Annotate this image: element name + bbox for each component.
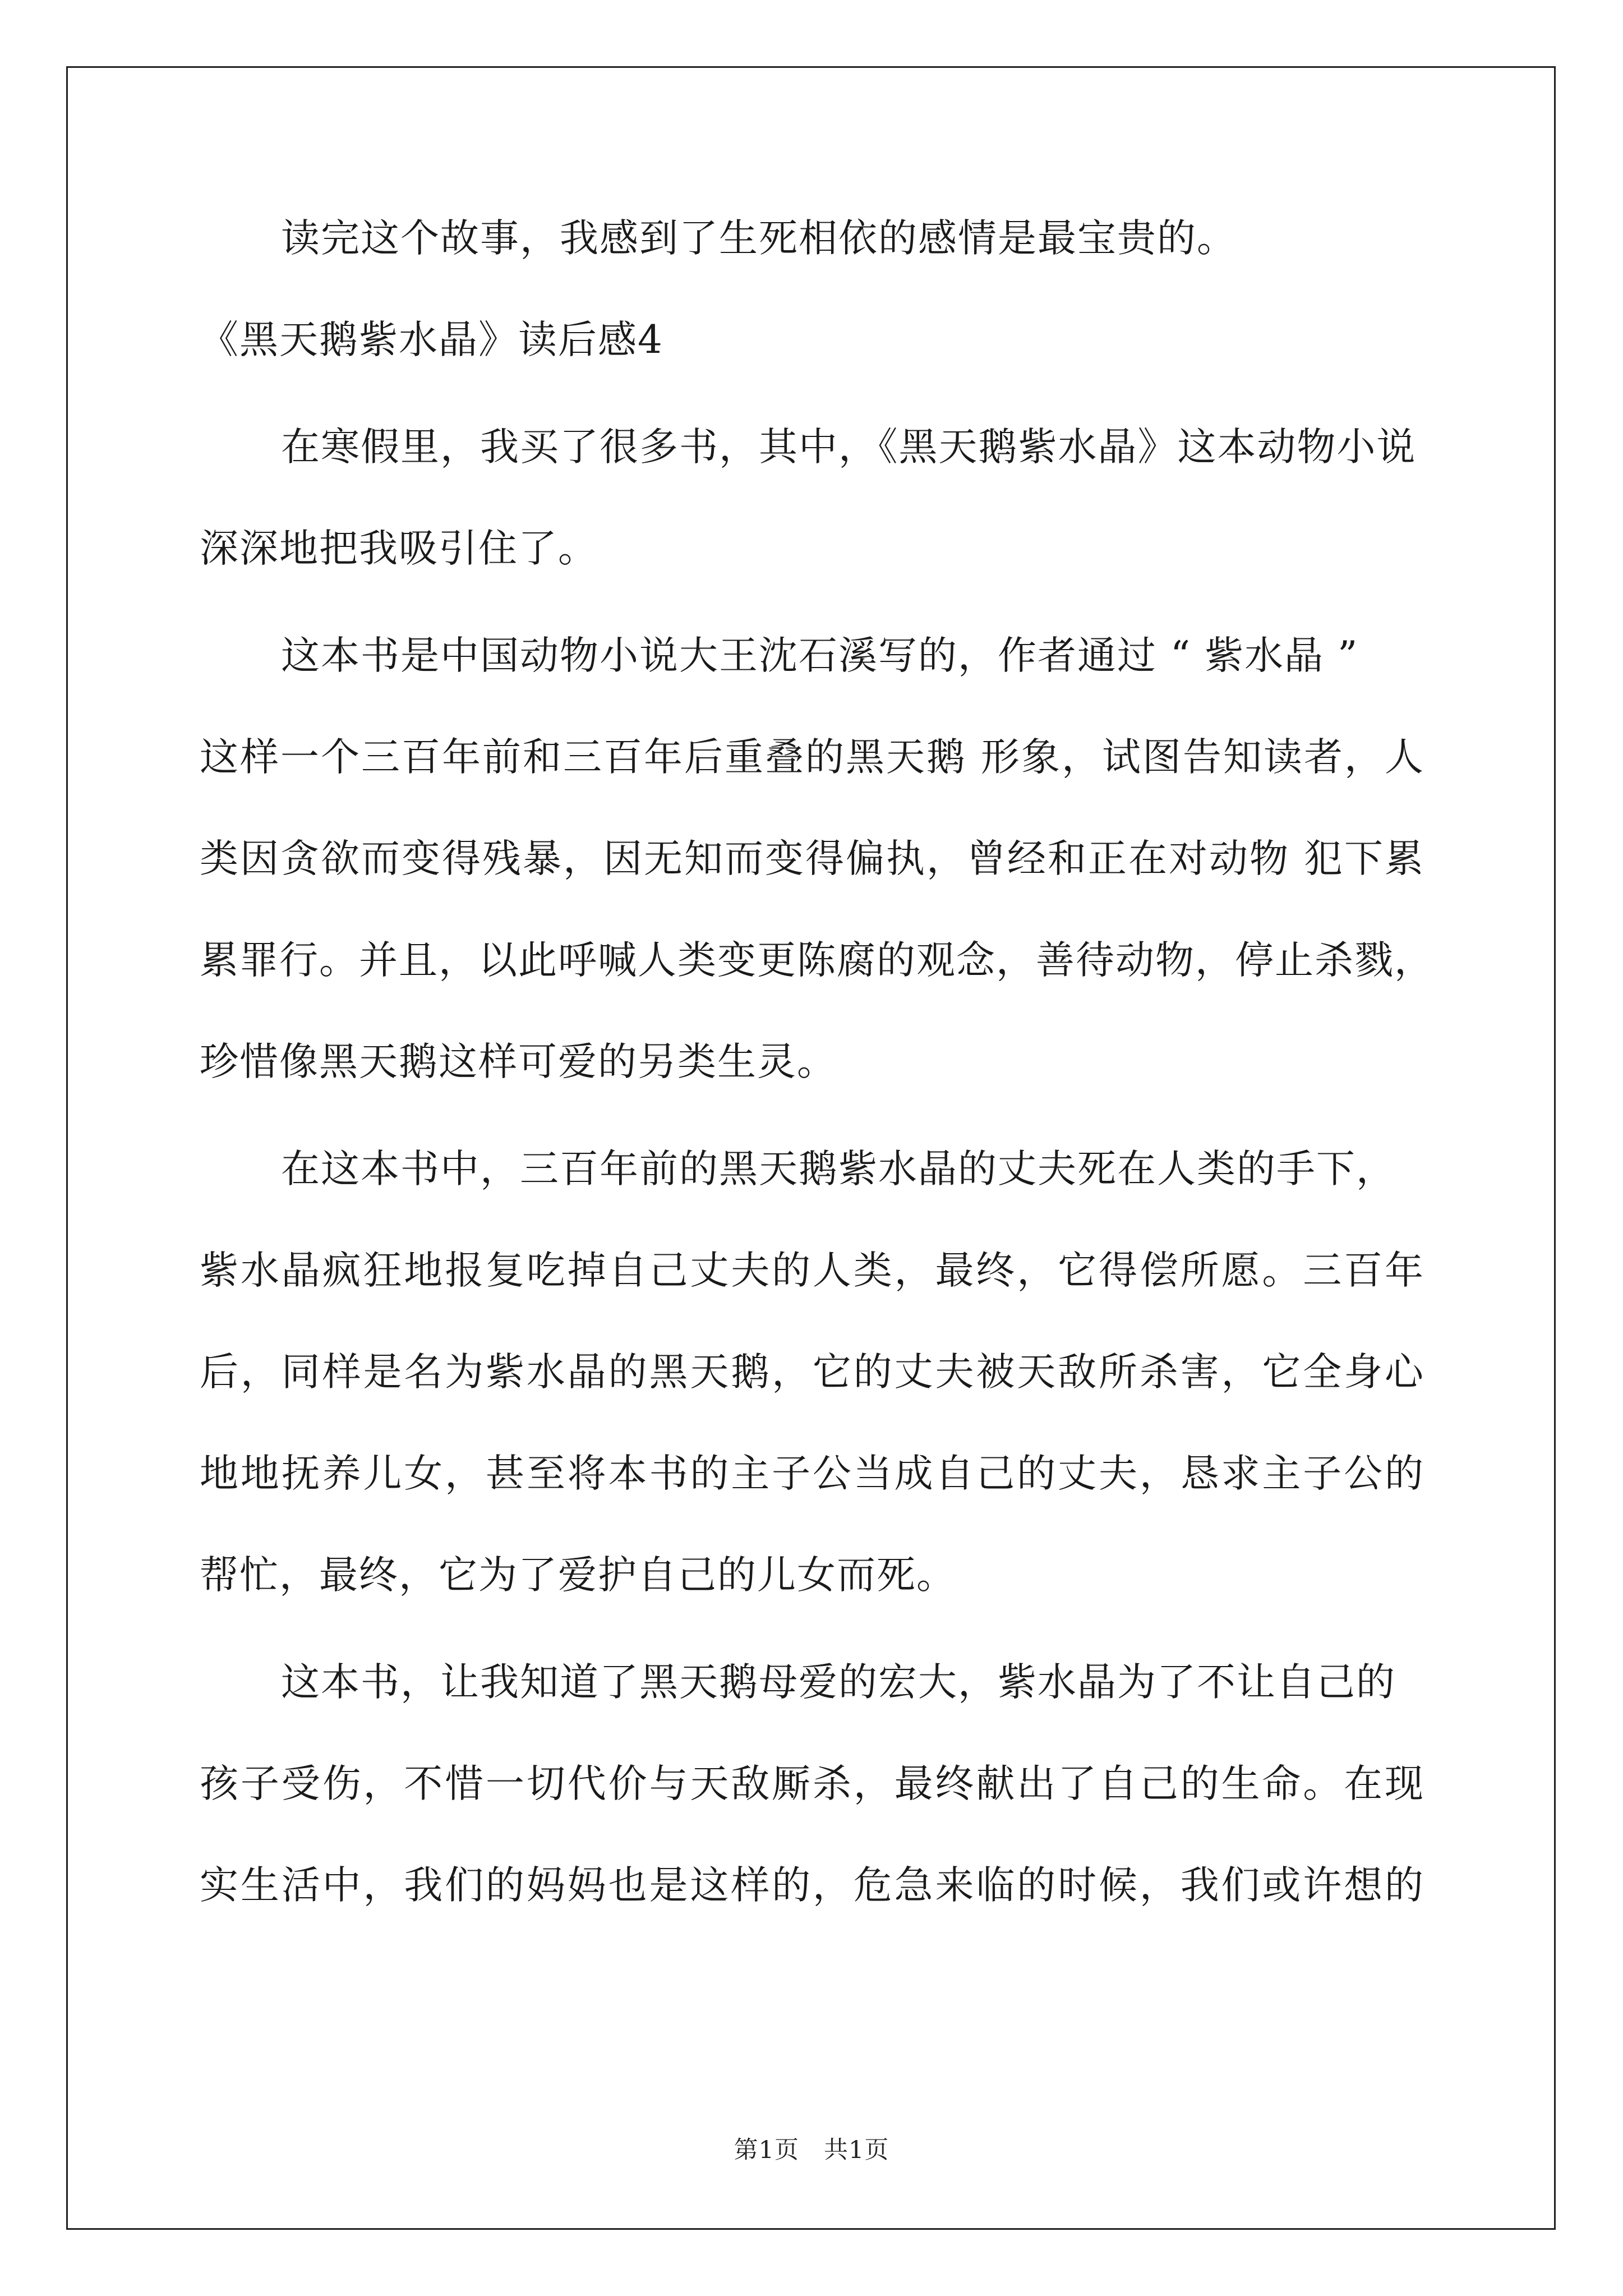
- paragraph-line: 累罪行。并且，以此呼喊人类变更陈腐的观念，善待动物，停止杀戮，: [200, 938, 1434, 983]
- paragraph-line: 后，同样是名为紫水晶的黑天鹅，它的丈夫被天敌所杀害，它全身心: [200, 1350, 1424, 1395]
- section-heading: 《黑天鹅紫水晶》读后感4: [200, 318, 663, 362]
- paragraph-line: 这样一个三百年前和三百年后重叠的黑天鹅 形象，试图告知读者，人: [200, 735, 1424, 780]
- page-number: 第1页: [734, 2136, 799, 2164]
- paragraph-line: 在这本书中，三百年前的黑天鹅紫水晶的丈夫死在人类的手下，: [281, 1147, 1396, 1191]
- paragraph-line: 地地抚养儿女，甚至将本书的主子公当成自己的丈夫，恳求主子公的: [200, 1451, 1424, 1496]
- page-footer: [0, 2136, 1623, 2164]
- page-total: 共1页: [824, 2136, 889, 2164]
- paragraph-line: 在寒假里，我买了很多书，其中，《黑天鹅紫水晶》这本动物小说: [281, 425, 1417, 470]
- paragraph-line: 珍惜像黑天鹅这样可爱的另类生灵。: [200, 1039, 837, 1084]
- paragraph-line: 类因贪欲而变得残暴，因无知而变得偏执，曾经和正在对动物 犯下累: [200, 836, 1424, 881]
- paragraph-line: 深深地把我吸引住了。: [200, 526, 598, 571]
- paragraph-line: 紫水晶疯狂地报复吃掉自己丈夫的人类，最终，它得偿所愿。三百年: [200, 1248, 1424, 1293]
- paragraph-line: 帮忙，最终，它为了爱护自己的儿女而死。: [200, 1553, 956, 1598]
- paragraph-line: 孩子受伤，不惜一切代价与天敌厮杀，最终献出了自己的生命。在现: [200, 1761, 1424, 1806]
- paragraph-line: 这本书，让我知道了黑天鹅母爱的宏大，紫水晶为了不让自己的: [281, 1660, 1396, 1705]
- paragraph-line: 实生活中，我们的妈妈也是这样的，危急来临的时候，我们或许想的: [200, 1863, 1424, 1908]
- paragraph-line: 这本书是中国动物小说大王沈石溪写的，作者通过 “ 紫水晶 ”: [281, 633, 1359, 678]
- paragraph-line: 读完这个故事，我感到了生死相依的感情是最宝贵的。: [281, 216, 1237, 261]
